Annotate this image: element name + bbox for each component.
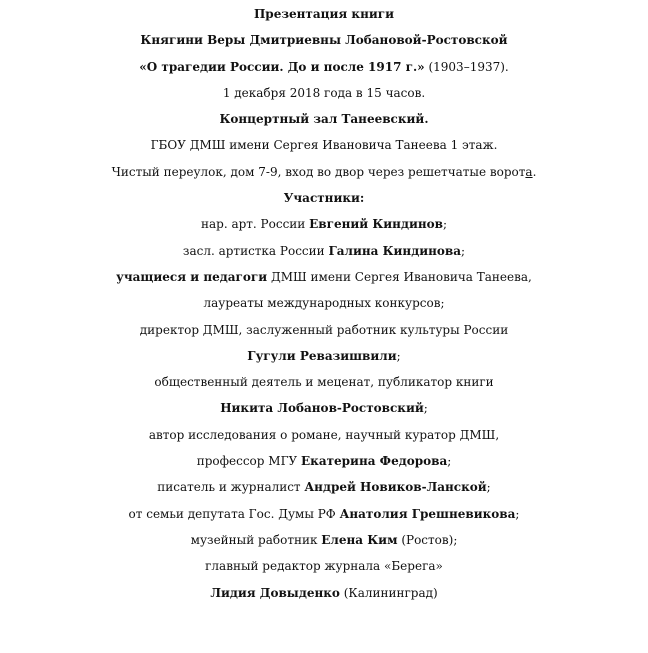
editor-role: главный редактор журнала «Берега»: [205, 559, 443, 574]
editor-suffix: (Калининград): [339, 585, 438, 600]
researcher-name: Екатерина Федорова: [301, 454, 448, 469]
editor-name: Лидия Довыденко: [210, 585, 340, 600]
participant-name: Евгений Киндинов: [309, 217, 443, 232]
publisher-name: Никита Лобанов-Ростовский: [220, 401, 424, 416]
writer-name: Андрей Новиков-Ланской: [304, 480, 487, 495]
participant-role: засл. артистка России: [182, 243, 329, 258]
book-title: «О трагедии России. До и после 1917 г.»: [139, 59, 425, 74]
participant-line: [0, 238, 648, 264]
museum-prefix: музейный работник: [190, 532, 322, 547]
participant-suffix: ;: [442, 217, 448, 232]
school-location: ГБОУ ДМШ имени Сергея Ивановича Танеева 1 этаж.: [150, 138, 498, 153]
participant-role: нар. арт. России: [200, 217, 310, 232]
students-line: [0, 264, 648, 290]
venue: Концертный зал Танеевский.: [219, 112, 429, 127]
researcher-prefix: профессор МГУ: [196, 454, 301, 469]
museum-line: [0, 527, 648, 553]
participants-heading: Участники:: [283, 191, 365, 206]
book-title-line: [0, 54, 648, 80]
director-name: Гугули Ревазишвили: [247, 348, 397, 363]
writer-line: [0, 474, 648, 500]
participant-suffix: ;: [461, 243, 466, 258]
participant-line: [0, 211, 648, 237]
museum-suffix: (Ростов);: [397, 532, 458, 547]
deputy-prefix: от семьи депутата Гос. Думы РФ: [128, 506, 340, 521]
researcher-suffix: ;: [447, 454, 452, 469]
book-author: Княгини Веры Дмитриевны Лобановой-Ростовской: [140, 33, 508, 48]
writer-suffix: ;: [486, 480, 491, 495]
heading: Презентация книги: [253, 7, 395, 21]
students-suffix: ДМШ имени Сергея Ивановича Танеева,: [267, 269, 532, 284]
address-underlined-char: а: [525, 164, 533, 179]
museum-name: Елена Ким: [321, 532, 398, 547]
publisher-role: общественный деятель и меценат, публикатор книги: [154, 375, 494, 390]
laureates-line: лауреаты международных конкурсов;: [203, 296, 445, 311]
address-end: .: [532, 164, 537, 179]
researcher-role: автор исследования о романе, научный куратор ДМШ,: [148, 427, 500, 442]
writer-prefix: писатель и журналист: [157, 480, 305, 495]
address: [0, 159, 648, 185]
deputy-suffix: ;: [515, 506, 520, 521]
book-years: (1903–1937).: [424, 59, 509, 74]
date-time: 1 декабря 2018 года в 15 часов.: [222, 85, 426, 100]
address-text: Чистый переулок, дом 7-9, вход во двор через решетчатые ворот: [111, 164, 526, 179]
deputy-name: Анатолия Грешневикова: [339, 506, 516, 521]
publisher-line: [0, 395, 648, 421]
students-name: учащиеся и педагоги: [116, 269, 268, 284]
editor-line: [0, 580, 648, 606]
researcher-line: [0, 448, 648, 474]
deputy-line: [0, 501, 648, 527]
participant-name: Галина Киндинова: [328, 243, 462, 258]
director-suffix: ;: [396, 348, 401, 363]
director-role: директор ДМШ, заслуженный работник культуры России: [139, 322, 509, 337]
publisher-suffix: ;: [423, 401, 428, 416]
director-line: [0, 343, 648, 369]
